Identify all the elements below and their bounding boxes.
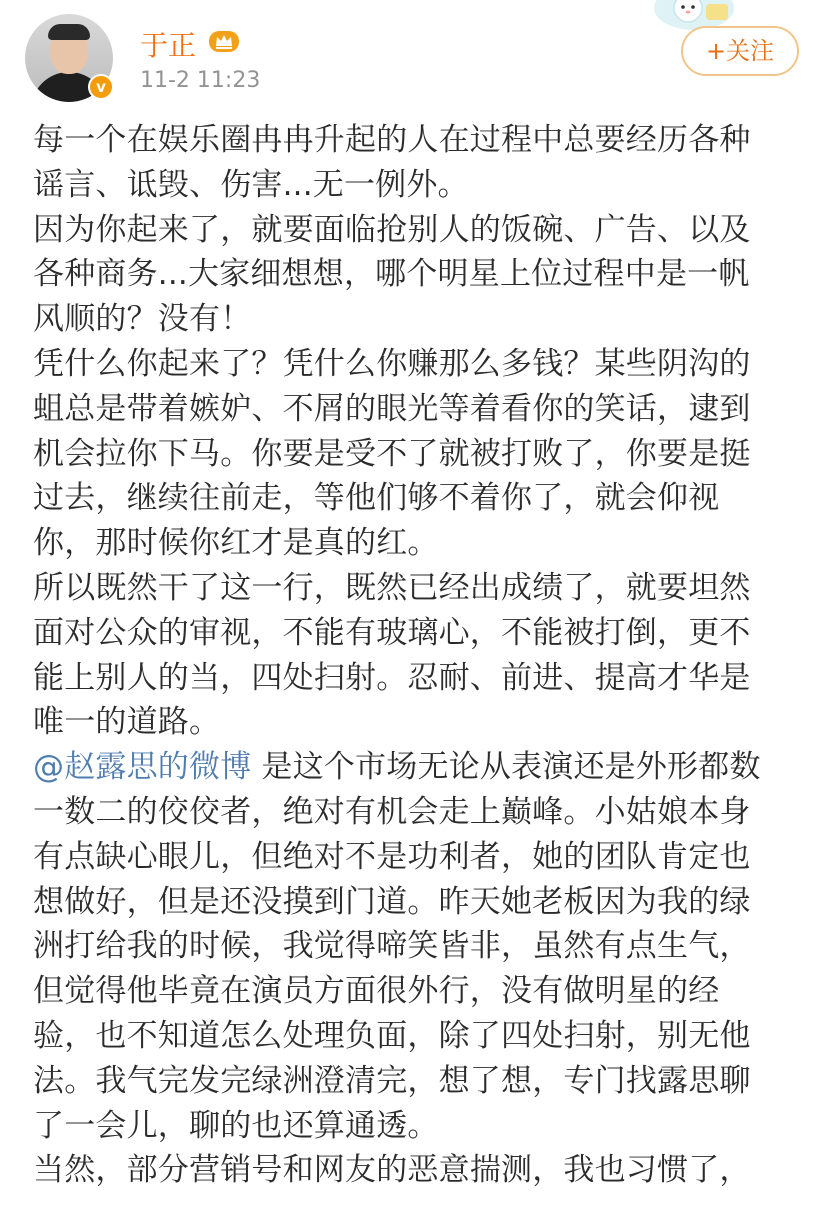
content-line: 过去，继续往前走，等他们够不着你了，就会仰视 (33, 480, 720, 517)
content-line-with-mention (33, 745, 813, 790)
content-line: 机会拉你下马。你要是受不了就被打败了，你要是挺 (33, 435, 751, 472)
content-line: 有点缺心眼儿，但绝对不是功利者，她的团队肯定也 (33, 838, 751, 875)
username[interactable]: 于正 (140, 29, 197, 62)
content-line: 你，那时候你红才是真的红。 (33, 525, 439, 562)
content-line: 想做好，但是还没摸到门道。昨天她老板因为我的绿 (33, 883, 751, 920)
crown-icon (208, 28, 240, 54)
content-line: 蛆总是带着嫉妒、不屑的眼光等着看你的笑话，逮到 (33, 390, 751, 427)
content-line: 风顺的？没有！ (33, 301, 252, 338)
content-line: 谣言、诋毁、伤害...无一例外。 (33, 166, 469, 203)
content-line: 当然，部分营销号和网友的恶意揣测，我也习惯了， (33, 1152, 751, 1189)
content-line: 唯一的道路。 (33, 704, 221, 741)
content-line: 每一个在娱乐圈冉冉升起的人在过程中总要经历各种 (33, 122, 751, 158)
content-line: 凭什么你起来了？凭什么你赚那么多钱？某些阴沟的 (33, 345, 751, 382)
content-line: 面对公众的审视，不能有玻璃心，不能被打倒，更不 (33, 614, 751, 651)
mention-line-text: 是这个市场无论从表演还是外形都数 (251, 749, 761, 786)
content-line: 法。我气完发完绿洲澄清完，想了想，专门找露思聊 (33, 1062, 751, 1099)
content-line: 各种商务...大家细想想，哪个明星上位过程中是一帆 (33, 256, 750, 293)
content-line: 验，也不知道怎么处理负面，除了四处扫射，别无他 (33, 1017, 751, 1054)
content-line: 一数二的佼佼者，绝对有机会走上巅峰。小姑娘本身 (33, 793, 751, 830)
mention-link[interactable]: @赵露思的微博 (33, 749, 252, 786)
post-timestamp: 11-2 11:23 (140, 68, 261, 93)
content-line: 洲打给我的时候，我觉得啼笑皆非，虽然有点生气， (33, 928, 751, 965)
content-line: 所以既然干了这一行，既然已经出成绩了，就要坦然 (33, 569, 751, 606)
verified-v-icon: v (88, 74, 114, 100)
follow-button[interactable]: +关注 (681, 26, 799, 76)
post-content (33, 118, 813, 1193)
content-line: 了一会儿，聊的也还算通透。 (33, 1107, 439, 1144)
content-line: 能上别人的当，四处扫射。忍耐、前进、提高才华是 (33, 659, 751, 696)
content-line: 但觉得他毕竟在演员方面很外行，没有做明星的经 (33, 973, 720, 1010)
avatar-hair (48, 24, 90, 40)
post-header (0, 0, 828, 110)
content-line: 因为你起来了，就要面临抢别人的饭碗、广告、以及 (33, 211, 751, 248)
